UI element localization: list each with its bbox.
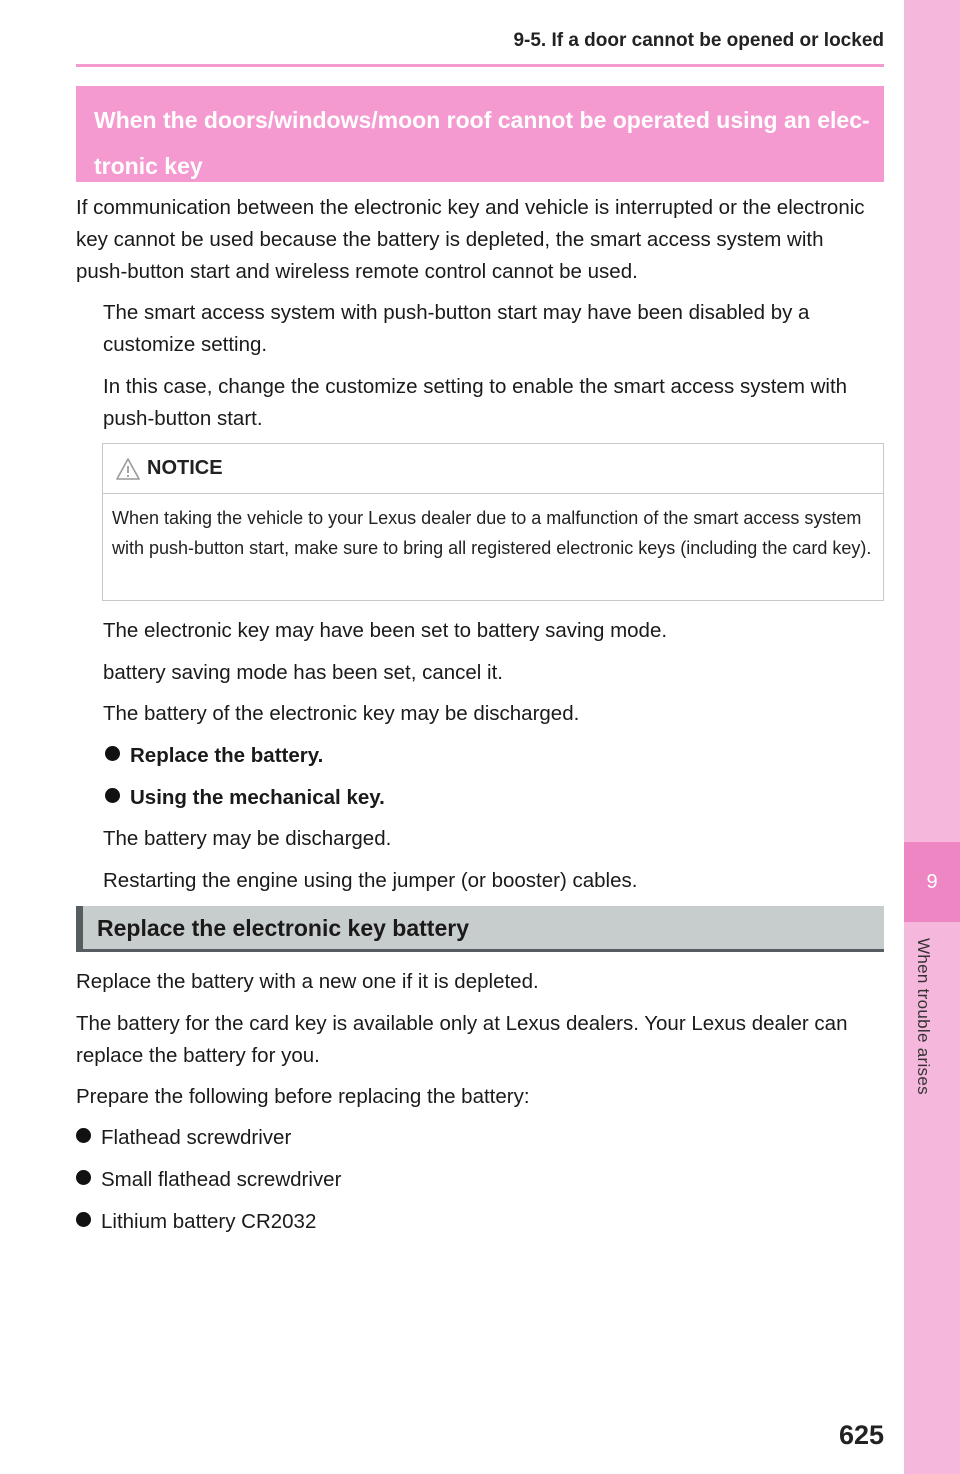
bullet-icon (76, 1128, 91, 1143)
bullet-icon (76, 1212, 91, 1227)
section-heading-operation: When the doors/windows/moon roof cannot be operated using an elec-tronic key (76, 86, 884, 182)
list-item: Replace the battery. (105, 740, 323, 772)
notice-title (103, 444, 883, 494)
chapter-side-tab (904, 0, 960, 1474)
warning-triangle-icon (115, 457, 141, 481)
notice-title-text: NOTICE (147, 457, 223, 479)
paragraph-key-discharged: The battery of the electronic key may be discharged. (103, 702, 580, 725)
list-item: Flathead screwdriver (76, 1122, 291, 1154)
header-rule (76, 64, 884, 67)
paragraph-replace-depleted: Replace the battery with a new one if it is depleted. (76, 970, 539, 993)
intro-paragraph: If communication between the electronic key and vehicle is interrupted or the electronic key cannot be used because the battery is depleted, the smart access system with push-button start and wireless remote control cannot be used. (76, 196, 865, 283)
notice-box (102, 443, 884, 601)
section-heading-replace-battery: Replace the electronic key battery (76, 906, 884, 952)
paragraph-disabled: The smart access system with push-button start may have been disabled by a customize setting. (103, 301, 810, 356)
paragraph-card-key-battery: The battery for the card key is available only at Lexus dealers. Your Lexus dealer can replace the battery for you. (76, 1012, 848, 1067)
paragraph-enable: In this case, change the customize setting to enable the smart access system with push-button start. (103, 375, 848, 430)
running-head: 9-5. If a door cannot be opened or locked (513, 30, 884, 51)
list-item: Lithium battery CR2032 (76, 1206, 316, 1238)
chapter-title-vertical: When trouble arises (914, 938, 933, 1095)
notice-body: When taking the vehicle to your Lexus dealer due to a malfunction of the smart access system with push-button start, make sure to bring all registered electronic keys (including the card key). (112, 508, 872, 558)
bullet-icon (76, 1170, 91, 1185)
list-item: Small flathead screwdriver (76, 1164, 341, 1196)
bullet-icon (105, 746, 120, 761)
bullet-icon (105, 788, 120, 803)
paragraph-saving-mode: The electronic key may have been set to battery saving mode. (103, 619, 668, 642)
paragraph-battery-discharged: The battery may be discharged. (103, 827, 392, 850)
chapter-number-tab: 9 (904, 842, 960, 922)
page-number: 625 (838, 1420, 884, 1450)
paragraph-prepare: Prepare the following before replacing the battery: (76, 1085, 530, 1108)
paragraph-jumper-cables: Restarting the engine using the jumper (or booster) cables. (103, 869, 638, 892)
list-item: Using the mechanical key. (105, 782, 385, 814)
paragraph-cancel-saving: battery saving mode has been set, cancel it. (103, 661, 503, 684)
